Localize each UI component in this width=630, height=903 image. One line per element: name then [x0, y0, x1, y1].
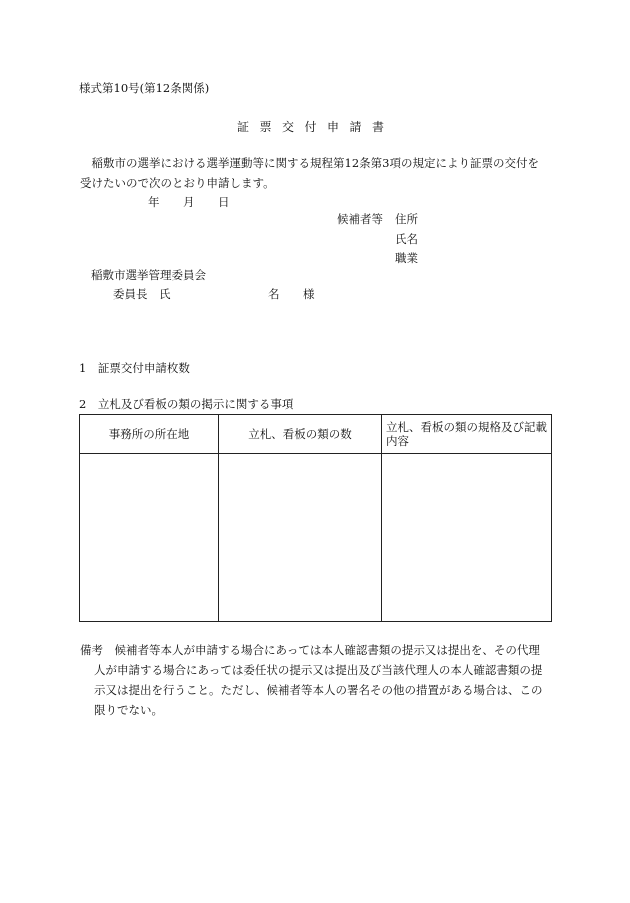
statement-line: 稲敷市の選挙における選挙運動等に関する規程第12条第3項の規定により証票の交付を [80, 156, 539, 170]
form-number: 様式第10号(第12条関係) [79, 81, 210, 95]
remarks-line: 人が申請する場合にあっては委任状の提示又は提出及び当該代理人の本人確認書類の提 [94, 663, 543, 677]
column-header-sign-count: 立札、看板の類の数 [219, 415, 382, 454]
committee-name: 稲敷市選挙管理委員会 [91, 268, 206, 282]
item-1-heading: 1 証票交付申請枚数 [79, 361, 190, 375]
remarks-line: 備考 候補者等本人が申請する場合にあっては本人確認書類の提示又は提出を、その代理 [80, 643, 540, 657]
date-line: 年 月 日 [148, 195, 236, 209]
signboard-table [79, 414, 552, 622]
column-header-office-location: 事務所の所在地 [80, 415, 219, 454]
sign-count-cell[interactable] [219, 454, 382, 622]
office-location-cell[interactable] [80, 454, 219, 622]
honorific-label: 名 様 [268, 287, 321, 301]
statement-line: 受けたいので次のとおり申請します。 [80, 176, 275, 190]
chair-label: 委員長 氏 [113, 287, 171, 301]
application-statement [80, 153, 560, 193]
column-header-sign-specs: 立札、看板の類の規格及び記載内容 [382, 415, 552, 454]
name-label: 氏名 [395, 232, 418, 246]
table-header-row [80, 415, 552, 454]
applicant-label: 候補者等 [337, 212, 383, 226]
item-2-heading: 2 立札及び看板の類の掲示に関する事項 [79, 397, 294, 411]
sign-specs-cell[interactable] [382, 454, 552, 622]
address-label: 住所 [395, 212, 418, 226]
occupation-label: 職業 [395, 251, 418, 265]
remarks-line: 示又は提出を行うこと。ただし、候補者等本人の署名その他の措置がある場合は、この [94, 683, 543, 697]
table-row [80, 454, 552, 622]
remarks-line: 限りでない。 [94, 703, 163, 717]
page-title: 証票交付申請書 [237, 120, 395, 134]
remarks [80, 640, 560, 720]
